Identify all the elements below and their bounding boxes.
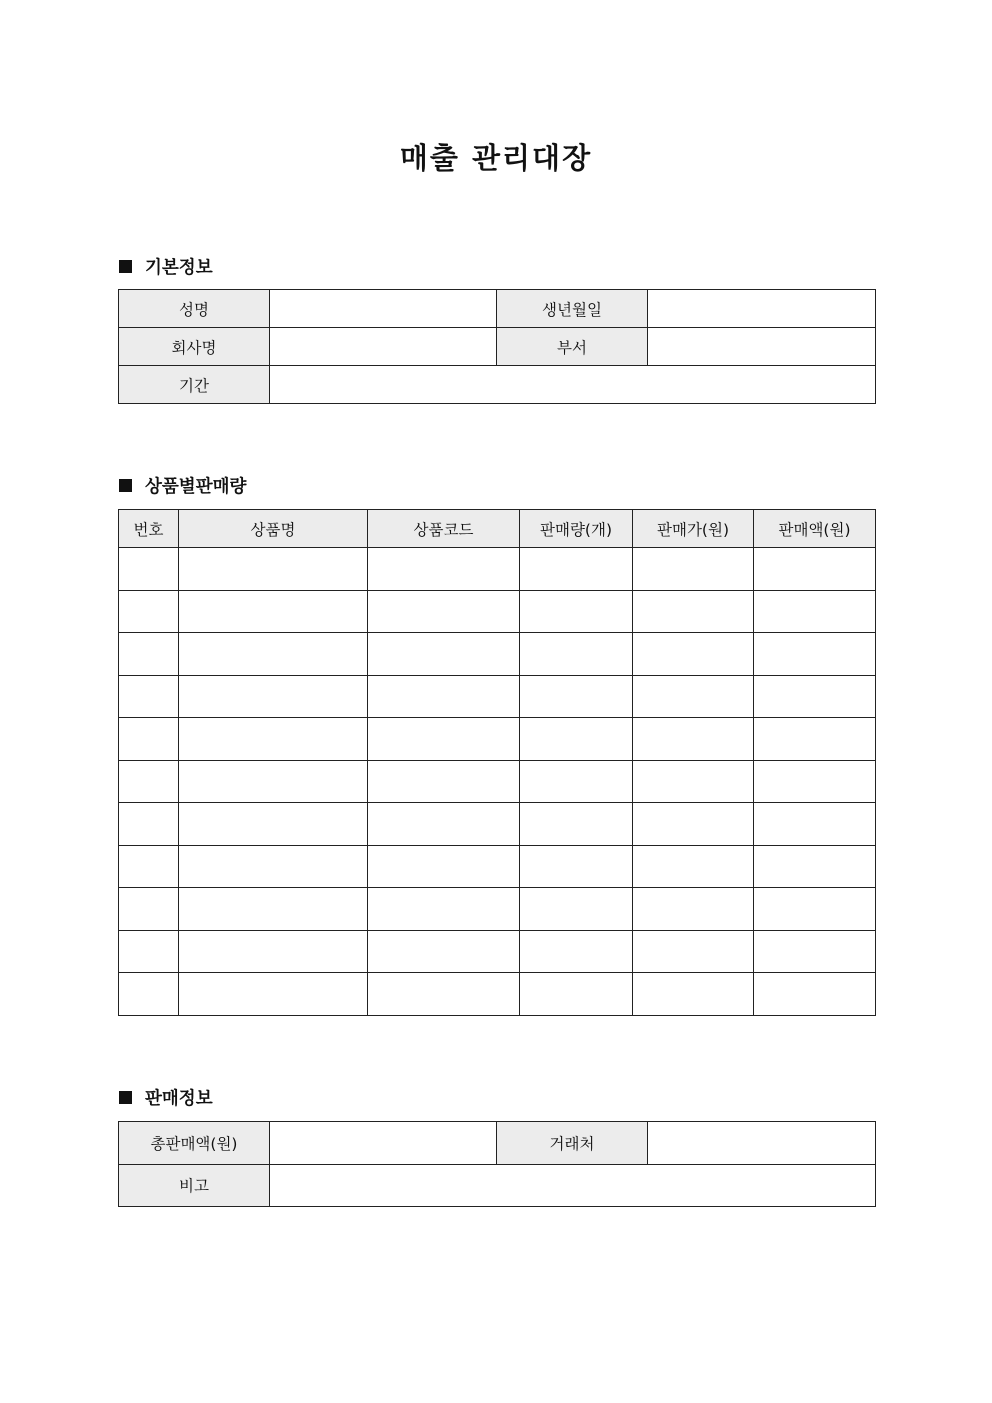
cell-amount[interactable] <box>754 888 876 931</box>
cell-product-code[interactable] <box>368 973 520 1016</box>
cell-quantity[interactable] <box>520 845 633 888</box>
birthdate-field[interactable] <box>648 290 876 328</box>
cell-product-name[interactable] <box>179 760 368 803</box>
cell-number[interactable] <box>119 590 179 633</box>
cell-product-name[interactable] <box>179 845 368 888</box>
table-row <box>119 290 876 328</box>
cell-product-code[interactable] <box>368 548 520 591</box>
table-row <box>119 888 876 931</box>
cell-number[interactable] <box>119 675 179 718</box>
column-header-number: 번호 <box>119 510 179 548</box>
cell-unit-price[interactable] <box>633 930 754 973</box>
cell-quantity[interactable] <box>520 888 633 931</box>
cell-quantity[interactable] <box>520 548 633 591</box>
cell-product-name[interactable] <box>179 590 368 633</box>
square-bullet-icon <box>119 1091 132 1104</box>
column-header-product-code: 상품코드 <box>368 510 520 548</box>
name-label: 성명 <box>119 290 270 328</box>
remarks-field[interactable] <box>270 1164 876 1207</box>
cell-amount[interactable] <box>754 718 876 761</box>
client-label: 거래처 <box>497 1122 648 1165</box>
square-bullet-icon <box>119 479 132 492</box>
table-row <box>119 1122 876 1165</box>
section-heading-label: 기본정보 <box>145 258 213 278</box>
cell-amount[interactable] <box>754 930 876 973</box>
cell-product-name[interactable] <box>179 718 368 761</box>
section-heading-basic-info <box>119 254 213 279</box>
section-heading-product-sales <box>119 473 246 498</box>
column-header-unit-price: 판매가(원) <box>633 510 754 548</box>
total-sales-field[interactable] <box>270 1122 497 1165</box>
cell-quantity[interactable] <box>520 803 633 846</box>
department-label: 부서 <box>497 328 648 366</box>
cell-quantity[interactable] <box>520 633 633 676</box>
cell-number[interactable] <box>119 930 179 973</box>
cell-amount[interactable] <box>754 675 876 718</box>
company-field[interactable] <box>270 328 497 366</box>
cell-number[interactable] <box>119 548 179 591</box>
cell-number[interactable] <box>119 633 179 676</box>
cell-product-code[interactable] <box>368 675 520 718</box>
table-row <box>119 590 876 633</box>
table-row <box>119 973 876 1016</box>
cell-unit-price[interactable] <box>633 888 754 931</box>
cell-unit-price[interactable] <box>633 718 754 761</box>
table-row <box>119 718 876 761</box>
cell-unit-price[interactable] <box>633 845 754 888</box>
product-sales-table <box>118 509 876 1016</box>
cell-number[interactable] <box>119 760 179 803</box>
cell-number[interactable] <box>119 973 179 1016</box>
cell-amount[interactable] <box>754 548 876 591</box>
cell-product-code[interactable] <box>368 633 520 676</box>
table-row <box>119 760 876 803</box>
cell-unit-price[interactable] <box>633 760 754 803</box>
section-heading-sales-info <box>119 1085 213 1110</box>
company-label: 회사명 <box>119 328 270 366</box>
table-row <box>119 803 876 846</box>
table-row <box>119 548 876 591</box>
cell-number[interactable] <box>119 718 179 761</box>
cell-number[interactable] <box>119 845 179 888</box>
cell-product-name[interactable] <box>179 930 368 973</box>
section-heading-label: 상품별판매량 <box>145 477 247 497</box>
cell-product-name[interactable] <box>179 973 368 1016</box>
column-header-product-name: 상품명 <box>179 510 368 548</box>
cell-unit-price[interactable] <box>633 590 754 633</box>
page-title: 매출 관리대장 <box>399 141 593 175</box>
cell-product-code[interactable] <box>368 718 520 761</box>
cell-quantity[interactable] <box>520 718 633 761</box>
cell-quantity[interactable] <box>520 760 633 803</box>
name-field[interactable] <box>270 290 497 328</box>
column-header-quantity: 판매량(개) <box>520 510 633 548</box>
cell-number[interactable] <box>119 888 179 931</box>
period-field[interactable] <box>270 366 876 404</box>
table-row <box>119 366 876 404</box>
cell-amount[interactable] <box>754 633 876 676</box>
square-bullet-icon <box>119 260 132 273</box>
cell-product-code[interactable] <box>368 590 520 633</box>
cell-quantity[interactable] <box>520 675 633 718</box>
cell-product-name[interactable] <box>179 888 368 931</box>
cell-product-code[interactable] <box>368 803 520 846</box>
cell-number[interactable] <box>119 803 179 846</box>
basic-info-table <box>118 289 876 404</box>
total-sales-label: 총판매액(원) <box>119 1122 270 1165</box>
cell-quantity[interactable] <box>520 930 633 973</box>
remarks-label: 비고 <box>119 1164 270 1207</box>
cell-unit-price[interactable] <box>633 803 754 846</box>
cell-amount[interactable] <box>754 845 876 888</box>
cell-quantity[interactable] <box>520 590 633 633</box>
cell-product-name[interactable] <box>179 548 368 591</box>
cell-amount[interactable] <box>754 803 876 846</box>
client-field[interactable] <box>648 1122 876 1165</box>
cell-unit-price[interactable] <box>633 973 754 1016</box>
table-header-row <box>119 510 876 548</box>
department-field[interactable] <box>648 328 876 366</box>
cell-product-name[interactable] <box>179 803 368 846</box>
table-row <box>119 675 876 718</box>
sales-info-table <box>118 1121 876 1207</box>
table-row <box>119 328 876 366</box>
cell-amount[interactable] <box>754 973 876 1016</box>
table-row <box>119 930 876 973</box>
column-header-amount: 판매액(원) <box>754 510 876 548</box>
period-label: 기간 <box>119 366 270 404</box>
cell-amount[interactable] <box>754 590 876 633</box>
table-row <box>119 1164 876 1207</box>
cell-amount[interactable] <box>754 760 876 803</box>
cell-product-code[interactable] <box>368 930 520 973</box>
cell-unit-price[interactable] <box>633 633 754 676</box>
cell-product-code[interactable] <box>368 845 520 888</box>
section-heading-label: 판매정보 <box>145 1089 213 1109</box>
cell-product-name[interactable] <box>179 633 368 676</box>
cell-product-name[interactable] <box>179 675 368 718</box>
table-row <box>119 845 876 888</box>
table-row <box>119 633 876 676</box>
cell-product-code[interactable] <box>368 888 520 931</box>
cell-product-code[interactable] <box>368 760 520 803</box>
cell-unit-price[interactable] <box>633 548 754 591</box>
cell-quantity[interactable] <box>520 973 633 1016</box>
cell-unit-price[interactable] <box>633 675 754 718</box>
birthdate-label: 생년월일 <box>497 290 648 328</box>
